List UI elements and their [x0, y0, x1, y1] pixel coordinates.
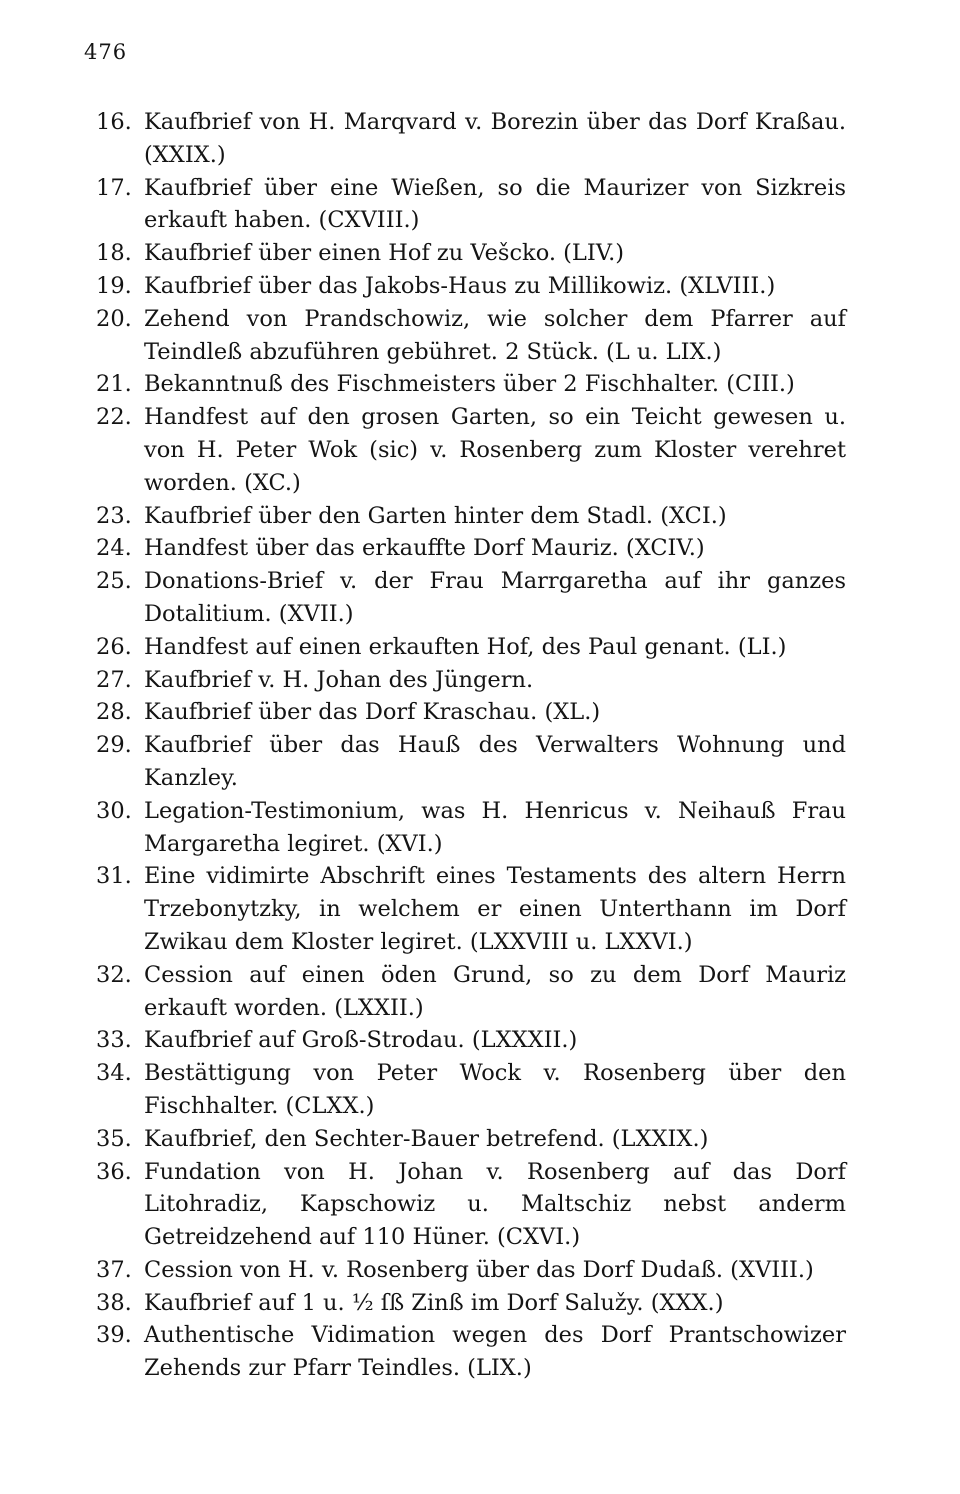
list-item	[96, 729, 846, 795]
list-item	[96, 401, 846, 499]
list-item	[96, 1287, 846, 1320]
entry-number: 27.	[96, 666, 132, 693]
entry-number: 16.	[96, 109, 132, 135]
entry-number: 25.	[96, 568, 132, 595]
entry-number: 32.	[96, 961, 132, 988]
entry-text: Cession auf einen öden Grund, so zu dem Dorf Mauriz erkauft worden. (LXXII.)	[144, 961, 846, 1021]
entry-text: Kaufbrief über einen Hof zu Vešcko. (LIV.)	[144, 240, 625, 267]
list-item	[96, 368, 846, 401]
entry-number: 37.	[96, 1256, 132, 1283]
entry-text: Kaufbrief über das Hauß des Verwalters Wohnung und Kanzley.	[144, 732, 846, 791]
entry-text: Zehend von Prandschowiz, wie solcher dem Pfarrer auf Teindleß abzuführen gebühret. 2 Stück. (L u. LIX.)	[144, 305, 846, 365]
entry-number: 23.	[96, 502, 132, 529]
entry-text: Bestättigung von Peter Wock v. Rosenberg über den Fischhalter. (CLXX.)	[144, 1060, 846, 1119]
entry-text: Donations-Brief v. der Frau Marrgaretha auf ihr ganzes Dotalitium. (XVII.)	[144, 568, 846, 627]
page-number: 476	[84, 40, 128, 64]
entry-text: Eine vidimirte Abschrift eines Testaments des altern Herrn Trzebonytzky, in welchem er einen Unterthann im Dorf Zwikau dem Kloster legiret. (LXXVIII u. LXXVI.)	[144, 863, 846, 955]
entry-number: 39.	[96, 1322, 132, 1349]
list-item	[96, 696, 846, 729]
entry-text: Kaufbrief, den Sechter-Bauer betrefend. (LXXIX.)	[144, 1125, 709, 1152]
entry-text: Handfest über das erkauffte Dorf Mauriz. (XCIV.)	[144, 535, 705, 562]
entry-number: 26.	[96, 633, 132, 660]
entry-text: Bekanntnuß des Fischmeisters über 2 Fischhalter. (CIII.)	[144, 371, 795, 398]
entry-number: 28.	[96, 699, 132, 726]
entry-text: Kaufbrief v. H. Johan des Jüngern.	[144, 666, 534, 693]
entry-text: Kaufbrief über das Dorf Kraschau. (XL.)	[144, 699, 601, 726]
list-item	[96, 1254, 846, 1287]
entry-number: 36.	[96, 1158, 132, 1185]
entry-number: 19.	[96, 272, 132, 299]
entry-number: 34.	[96, 1060, 132, 1087]
entry-number: 29.	[96, 732, 132, 759]
entry-number: 24.	[96, 535, 132, 562]
entry-text: Kaufbrief von H. Marqvard v. Borezin über das Dorf Kraßau. (XXIX.)	[144, 109, 846, 168]
entry-text: Kaufbrief über eine Wießen, so die Maurizer von Sizkreis erkauft haben. (CXVIII.)	[144, 174, 846, 234]
entry-number: 22.	[96, 404, 132, 431]
entry-list	[96, 106, 846, 1385]
entry-number: 18.	[96, 240, 132, 267]
list-item	[96, 106, 846, 172]
entry-number: 30.	[96, 797, 132, 824]
entry-number: 21.	[96, 371, 132, 398]
list-item	[96, 860, 846, 958]
entry-number: 17.	[96, 174, 132, 201]
entry-text: Authentische Vidimation wegen des Dorf Prantschowizer Zehends zur Pfarr Teindles. (LIX.)	[144, 1322, 846, 1382]
list-item	[96, 270, 846, 303]
entry-text: Kaufbrief auf Groß-Strodau. (LXXXII.)	[144, 1027, 578, 1054]
list-item	[96, 631, 846, 664]
list-item	[96, 1319, 846, 1385]
entry-text: Cession von H. v. Rosenberg über das Dorf Dudaß. (XVIII.)	[144, 1256, 814, 1283]
list-item	[96, 1024, 846, 1057]
list-item	[96, 565, 846, 631]
list-item	[96, 172, 846, 238]
list-item	[96, 795, 846, 861]
list-item	[96, 500, 846, 533]
entry-number: 35.	[96, 1125, 132, 1152]
list-item	[96, 959, 846, 1025]
list-item	[96, 237, 846, 270]
list-item	[96, 532, 846, 565]
entry-text: Handfest auf einen erkauften Hof, des Paul genant. (LI.)	[144, 633, 787, 660]
entry-text: Kaufbrief über den Garten hinter dem Stadl. (XCI.)	[144, 502, 727, 529]
entry-number: 38.	[96, 1289, 132, 1316]
entry-text: Legation-Testimonium, was H. Henricus v. Neihauß Frau Margaretha legiret. (XVI.)	[144, 797, 846, 857]
entry-text: Fundation von H. Johan v. Rosenberg auf das Dorf Litohradiz, Kapschowiz u. Maltschiz nebst anderm Getreidzehend auf 110 Hüner. (CXVI.)	[144, 1158, 846, 1251]
list-item	[96, 1156, 846, 1254]
entry-text: Handfest auf den grosen Garten, so ein Teicht gewesen u. von H. Peter Wok (sic) v. Rosenberg zum Kloster verehret worden. (XC.)	[144, 404, 846, 496]
list-item	[96, 1123, 846, 1156]
entry-number: 20.	[96, 305, 132, 332]
list-item	[96, 303, 846, 369]
list-item	[96, 664, 846, 697]
entry-text: Kaufbrief über das Jakobs-Haus zu Millikowiz. (XLVIII.)	[144, 272, 776, 299]
entry-number: 31.	[96, 863, 132, 890]
entry-text: Kaufbrief auf 1 u. ½ ſß Zinß im Dorf Salužy. (XXX.)	[144, 1289, 724, 1316]
list-item	[96, 1057, 846, 1123]
entry-number: 33.	[96, 1027, 132, 1054]
